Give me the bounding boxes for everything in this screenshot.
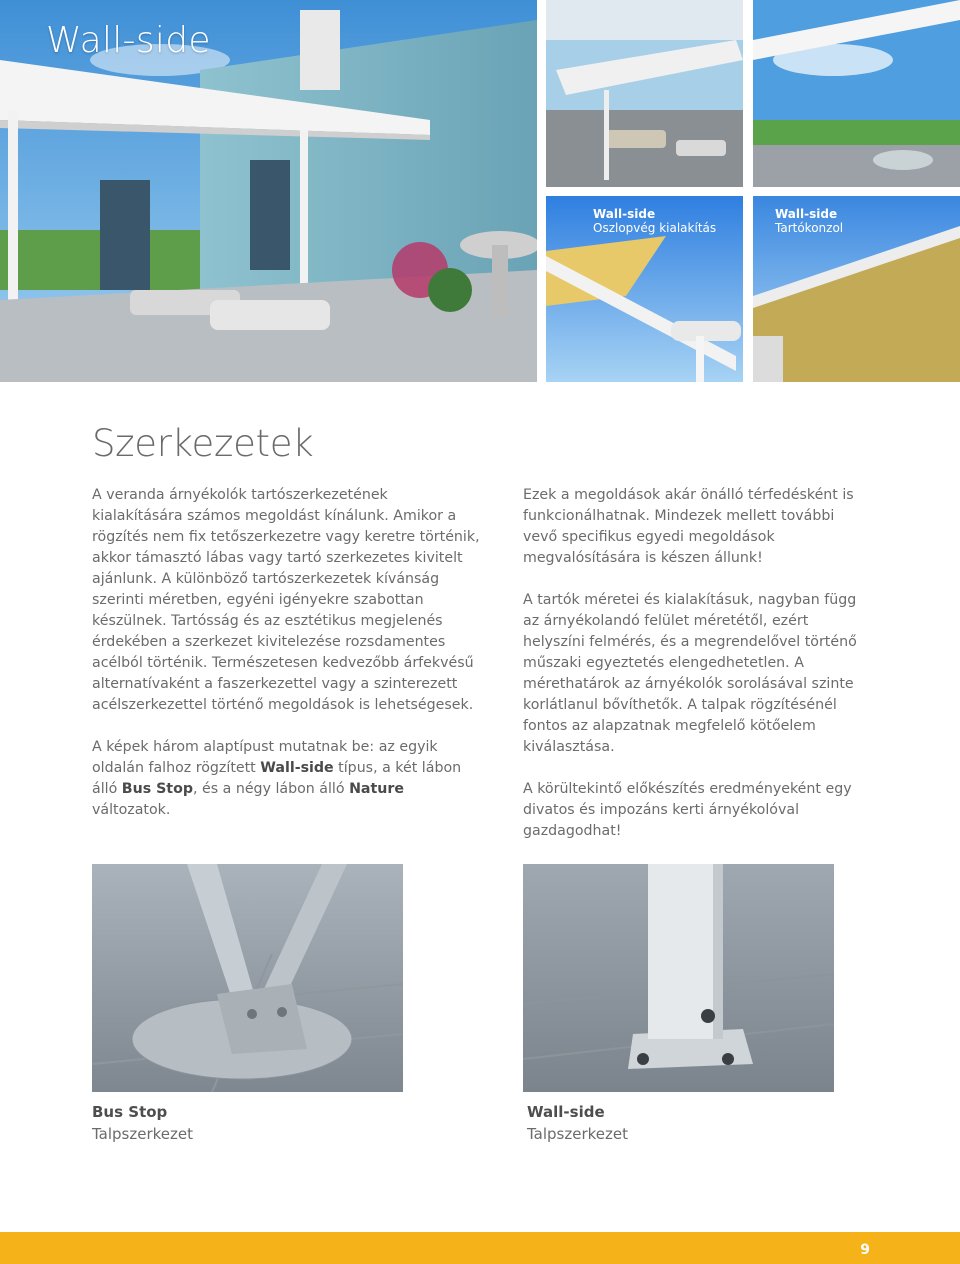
text-run: , és a négy lábon álló xyxy=(192,781,350,797)
caption-bracket xyxy=(775,207,843,235)
bold-bus-stop: Bus Stop xyxy=(121,781,193,797)
left-paragraph-2 xyxy=(92,737,482,821)
caption-title: Wall-side xyxy=(593,207,656,221)
text-run: típus, a két lábon álló xyxy=(92,760,462,797)
bus-stop-footing-caption xyxy=(92,1103,193,1143)
bus-stop-footing-photo xyxy=(92,864,403,1092)
hero-title: Wall-side xyxy=(46,20,211,61)
right-paragraph-2: A tartók méretei és kialakításuk, nagyban függ az árnyékolandó felület méretétől, ezért helyszíni felmérés, és a megrendelővel történő műszaki egyeztetés elengedhetetlen. A mérethatárok az árnyékolók sorolásával szinte korlátlanul bővíthetők. A talpak rögzítésénél fontos az alapzatnak megfelelő kötőelem kiválasztása. xyxy=(523,592,857,755)
wall-side-footing-photo xyxy=(523,864,834,1092)
wall-side-footing-caption xyxy=(527,1103,628,1143)
footing-title: Bus Stop xyxy=(92,1103,168,1121)
text-run: változatok. xyxy=(92,802,171,818)
bold-wall-side: Wall-side xyxy=(260,760,334,776)
caption-subtitle: Tartókonzol xyxy=(775,221,844,235)
page-number: 9 xyxy=(860,1242,870,1258)
footing-subtitle: Talpszerkezet xyxy=(92,1125,194,1143)
right-column xyxy=(523,485,873,842)
hero-photo-top-right xyxy=(753,0,960,187)
caption-subtitle: Oszlopvég kialakítás xyxy=(593,221,717,235)
bold-nature: Nature xyxy=(349,781,405,797)
footing-subtitle: Talpszerkezet xyxy=(527,1125,629,1143)
left-column xyxy=(92,485,482,821)
caption-column-end xyxy=(593,207,716,235)
left-paragraph-1: A veranda árnyékolók tartószerkezetének kialakítására számos megoldást kínálunk. Amikor a rögzítés nem fix tetőszerkezetre vagy keretre történik, akkor támasztó lábas vagy tartó szerkezetes kivitelt ajánlunk. A különböző tartószerkezetek kívánság szerinti méretben, egyéni igényekre szabottan készülnek. Tartósság és az esztétikus megjelenés érdekében a szerkezet kivitelezése rozsdamentes acélból történik. Természetesen kedvezőbb árfekvésű alternatívaként a faszerkezettel vagy a szinterezett acélszerkezettel történő megoldások is lehetségesek. xyxy=(92,487,480,713)
footing-title: Wall-side xyxy=(527,1103,605,1121)
caption-title: Wall-side xyxy=(775,207,838,221)
text-run: A képek három alaptípust mutatnak be: az egyik oldalán falhoz rögzített xyxy=(92,739,438,776)
section-heading: Szerkezetek xyxy=(92,422,314,465)
footer-bar xyxy=(0,1232,960,1264)
right-paragraph-3: A körültekintő előkészítés eredményeként egy divatos és impozáns kerti árnyékolóval gazdagodhat! xyxy=(523,781,852,839)
hero-photo-top-left xyxy=(546,0,743,187)
right-paragraph-1: Ezek a megoldások akár önálló térfedésként is funkcionálhatnak. Mindezek mellett további vevő specifikus egyedi megoldások megvalósítására is készen állunk! xyxy=(523,487,854,566)
